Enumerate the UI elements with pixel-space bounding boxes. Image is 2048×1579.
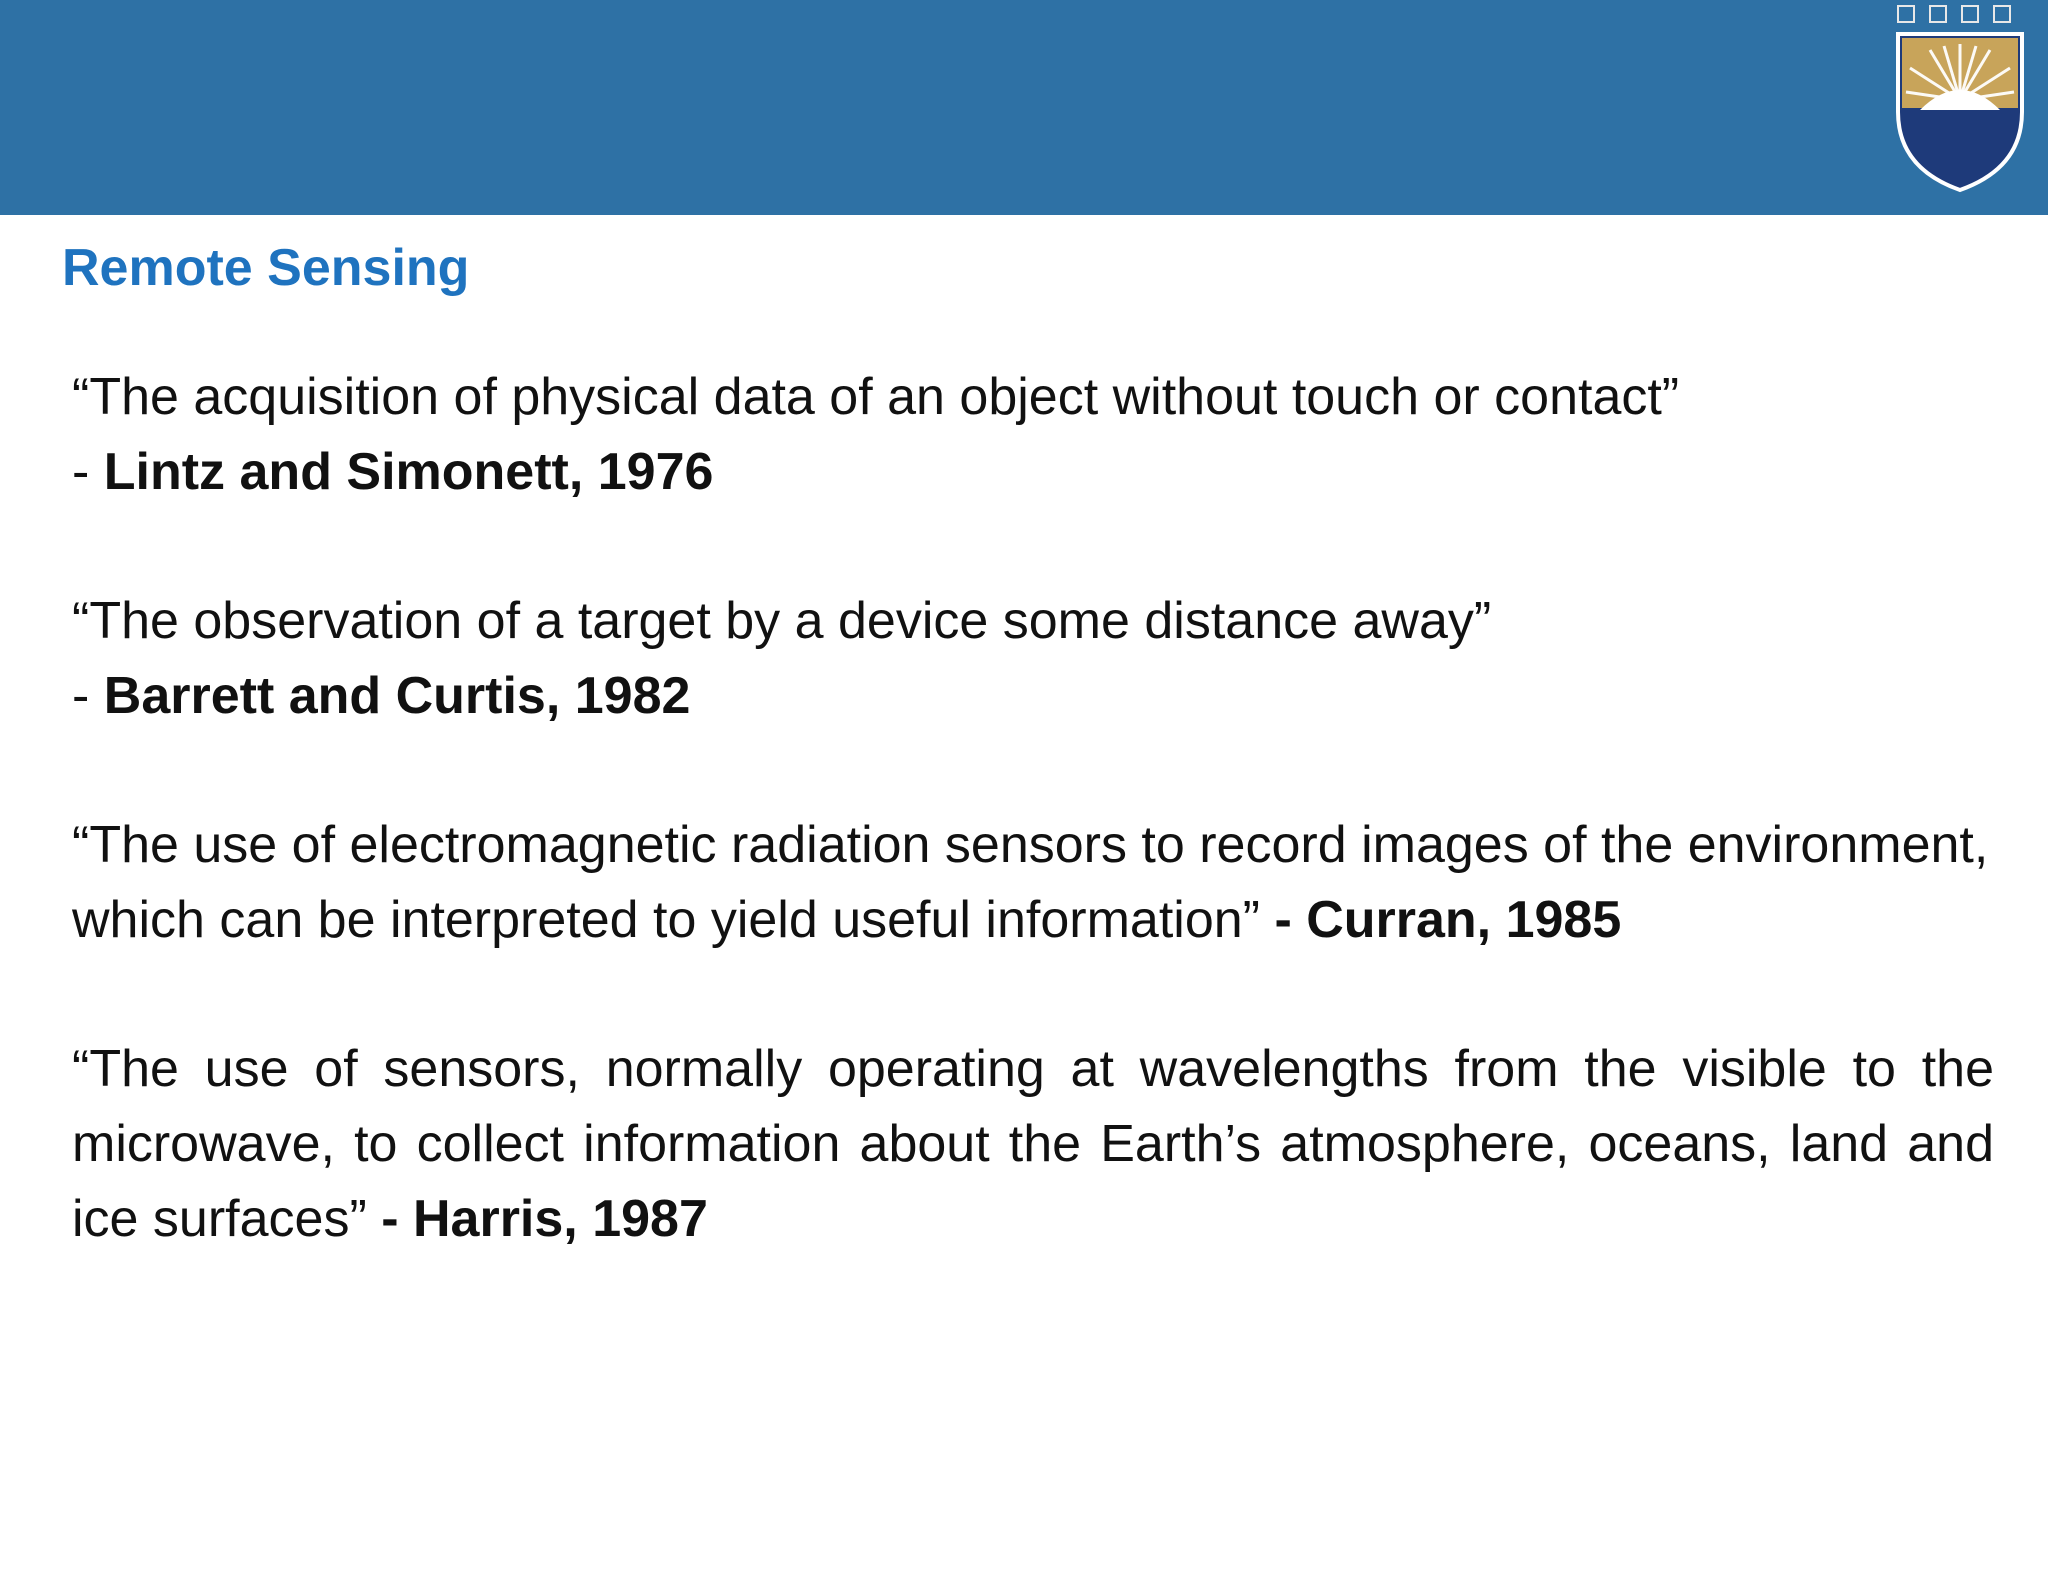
- slide-title: Remote Sensing: [62, 239, 470, 297]
- definition-4-author: - Harris, 1987: [381, 1190, 708, 1248]
- definition-3-author: - Curran, 1985: [1274, 891, 1622, 949]
- definition-1-quote: “The acquisition of physical data of an object without touch or contact”: [72, 368, 1680, 426]
- attribution-dash: -: [72, 667, 104, 725]
- iare-logo: [1870, 0, 2048, 212]
- definition-1: [72, 360, 1994, 510]
- attribution-dash: -: [72, 443, 104, 501]
- header-band: [0, 0, 2048, 215]
- definitions-list: [72, 360, 1994, 1331]
- logo-year: [1898, 6, 2010, 22]
- definition-3-quote: “The use of electromagnetic radiation sensors to record images of the environment, which can be interpreted to yield useful information”: [72, 816, 1989, 949]
- definition-3-text: [72, 808, 1994, 958]
- definition-2: [72, 584, 1994, 734]
- definition-4-quote: “The use of sensors, normally operating at wavelengths from the visible to the microwave, to collect information about the Earth’s atmosphere, oceans, land and ice surfaces”: [72, 1040, 1994, 1248]
- definition-2-author: Barrett and Curtis, 1982: [103, 667, 691, 725]
- definition-2-attribution: [72, 659, 1994, 734]
- definition-3: [72, 808, 1994, 958]
- definition-2-quote: “The observation of a target by a device some distance away”: [72, 592, 1492, 650]
- definition-1-author: Lintz and Simonett, 1976: [103, 443, 714, 501]
- definition-1-attribution: [72, 435, 1994, 510]
- definition-4-text: [72, 1032, 1994, 1257]
- definition-4: [72, 1032, 1994, 1257]
